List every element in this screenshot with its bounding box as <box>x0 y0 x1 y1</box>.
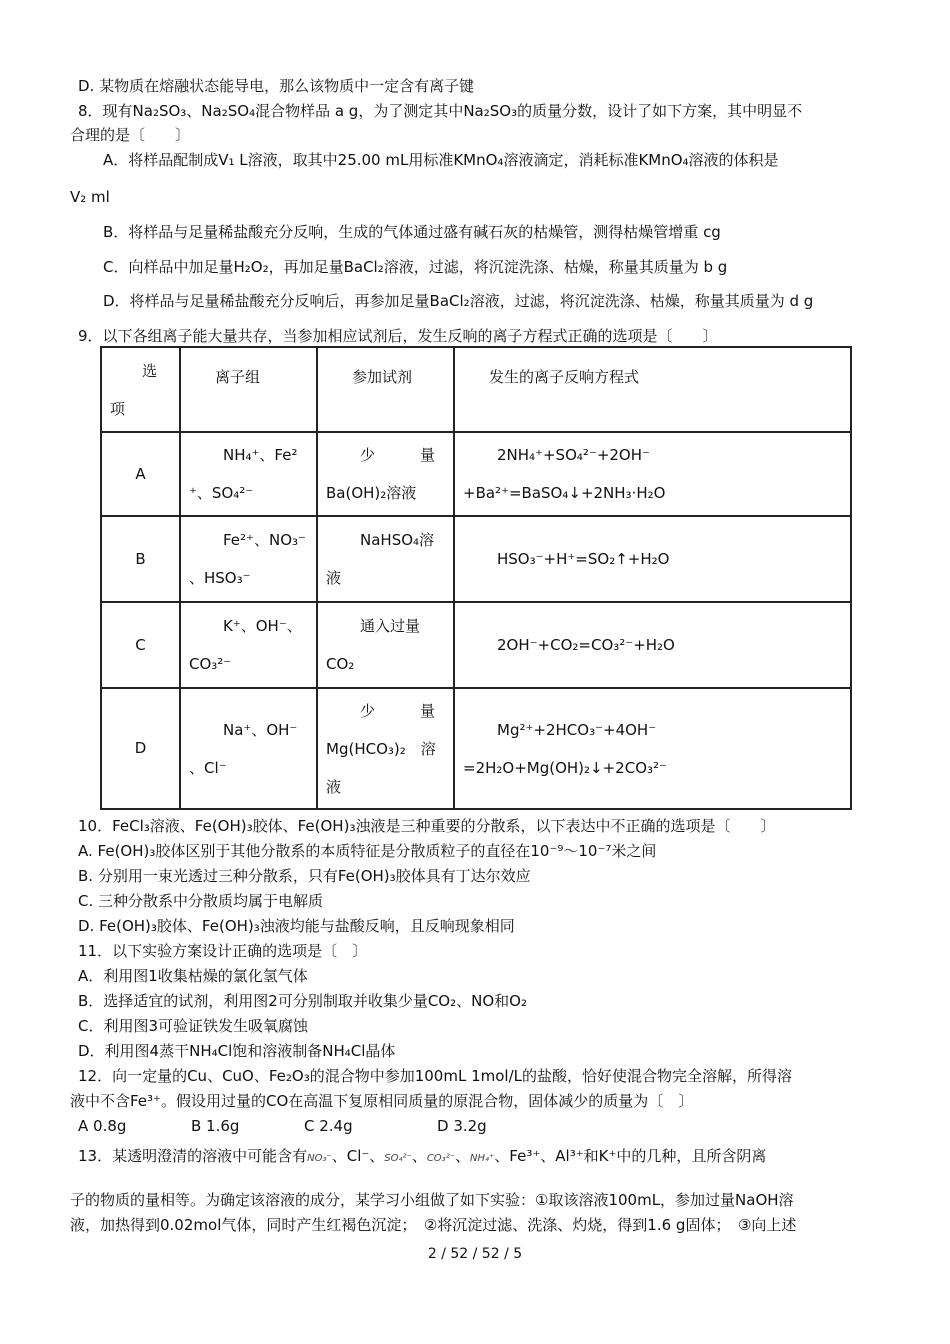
row-equation: HSO₃⁻+H⁺=SO₂↑+H₂O <box>454 516 851 602</box>
q8-option-c: C．向样品中加足量H₂O₂，再加足量BaCl₂溶液，过滤，将沉淀洗涤、枯燥，称量其质量为 b g <box>103 258 728 276</box>
q13-stem-end: 、Fe³⁺、Al³⁺和K⁺中的几种，且所含阴离 <box>494 1147 767 1165</box>
row-ions <box>180 516 317 602</box>
q8-stem-cont: 合理的是〔 〕 <box>70 126 191 144</box>
q13-sep-2: 、 <box>411 1147 427 1165</box>
header-reagent: 参加试剂 <box>317 347 454 432</box>
q10-option-d: D. Fe(OH)₃胶体、Fe(OH)₃浊液均能与盐酸反响，且反响现象相同 <box>78 917 515 935</box>
q12-option-d: D 3.2g <box>437 1117 487 1135</box>
q13-stem-line3: 液，加热得到0.02mol气体，同时产生红褐色沉淀； ②将沉淀过滤、洗涤、灼烧，得到1.6 g固体； ③向上述 <box>70 1216 797 1234</box>
row-reagent <box>317 432 454 516</box>
q11-option-b: B．选择适宜的试剂，利用图2可分别制取并收集少量CO₂、NO和O₂ <box>78 992 527 1010</box>
row-ions-line2: ⁺、SO₄²⁻ <box>189 484 254 502</box>
row-ions-line1: Fe²⁺、NO₃⁻ <box>223 531 306 549</box>
q13-stem-line2: 子的物质的量相等。为确定该溶液的成分，某学习小组做了如下实验：①取该溶液100mL，参加过量NaOH溶 <box>70 1191 794 1209</box>
table-row <box>101 688 851 809</box>
row-ions-line2: 、HSO₃⁻ <box>189 569 251 587</box>
q10-stem: 10．FeCl₃溶液、Fe(OH)₃胶体、Fe(OH)₃浊液是三种重要的分散系，以下表达中不正确的选项是〔 〕 <box>78 817 776 835</box>
row-ions-line1: NH₄⁺、Fe² <box>223 446 298 464</box>
row-option: D <box>101 688 180 809</box>
row-reagent <box>317 602 454 688</box>
q8-option-a-cont: V₂ ml <box>70 188 110 206</box>
row-equation-line2: =2H₂O+Mg(OH)₂↓+2CO₃²⁻ <box>463 758 667 777</box>
q8-stem: 8．现有Na₂SO₃、Na₂SO₄混合物样品 a g，为了测定其中Na₂SO₃的质量分数，设计了如下方案，其中明显不 <box>78 102 803 120</box>
q8-option-b: B．将样品与足量稀盐酸充分反响，生成的气体通过盛有碱石灰的枯燥管，测得枯燥管增重 cg <box>103 223 721 241</box>
table-row <box>101 516 851 602</box>
row-reagent-line2: CO₂ <box>326 655 355 673</box>
table-header-row <box>101 347 851 432</box>
row-reagent-line2: 液 <box>326 569 342 587</box>
row-reagent-line3: 液 <box>326 777 342 796</box>
row-ions-line2: 、Cl⁻ <box>189 758 227 777</box>
row-reagent-line1: 少 量 <box>360 701 436 720</box>
row-equation-line1: Mg²⁺+2HCO₃⁻+4OH⁻ <box>497 720 657 739</box>
row-reagent <box>317 516 454 602</box>
q12-option-c: C 2.4g <box>304 1117 353 1135</box>
row-ions <box>180 602 317 688</box>
ion-ammonium: NH₄⁺ <box>470 1153 495 1164</box>
row-equation-line1: 2NH₄⁺+SO₄²⁻+2OH⁻ <box>497 446 650 464</box>
q8-option-d: D．将样品与足量稀盐酸充分反响后，再参加足量BaCl₂溶液，过滤，将沉淀洗涤、枯燥，称量其质量为 d g <box>103 292 814 310</box>
q12-option-b: B 1.6g <box>191 1117 240 1135</box>
row-ions <box>180 432 317 516</box>
q12-stem: 12．向一定量的Cu、CuO、Fe₂O₃的混合物中参加100mL 1mol/L的盐酸，恰好使混合物完全溶解，所得溶 <box>78 1067 793 1085</box>
q7-option-d: D. 某物质在熔融状态能导电，那么该物质中一定含有离子键 <box>78 77 475 95</box>
row-equation <box>454 688 851 809</box>
q13-sep-1: 、Cl⁻、 <box>331 1147 385 1165</box>
q9-table <box>100 346 852 810</box>
ion-sulfate: SO₄²⁻ <box>384 1153 412 1164</box>
q11-option-a: A．利用图1收集枯燥的氯化氢气体 <box>78 967 308 985</box>
row-ions-line1: K⁺、OH⁻、 <box>223 617 302 635</box>
row-ions-line1: Na⁺、OH⁻ <box>223 720 298 739</box>
row-ions <box>180 688 317 809</box>
header-equation: 发生的离子反响方程式 <box>454 347 851 432</box>
row-option: A <box>101 432 180 516</box>
row-reagent <box>317 688 454 809</box>
table-row <box>101 602 851 688</box>
row-reagent-line1: 通入过量 <box>360 617 421 635</box>
header-option <box>101 347 180 432</box>
q11-option-d: D．利用图4蒸干NH₄Cl饱和溶液制备NH₄Cl晶体 <box>78 1042 396 1060</box>
header-option-1: 选 <box>142 361 158 380</box>
q12-stem-cont: 液中不含Fe³⁺。假设用过量的CO在高温下复原相同质量的原混合物，固体减少的质量为〔 〕 <box>70 1092 694 1110</box>
row-ions-line2: CO₃²⁻ <box>189 655 232 673</box>
q12-option-a: A 0.8g <box>78 1117 127 1135</box>
q9-stem: 9．以下各组离子能大量共存，当参加相应试剂后，发生反响的离子方程式正确的选项是〔 〕 <box>78 327 718 345</box>
row-equation <box>454 432 851 516</box>
q10-option-a: A. Fe(OH)₃胶体区别于其他分散系的本质特征是分散质粒子的直径在10⁻⁹～10⁻⁷米之间 <box>78 842 657 860</box>
row-option: B <box>101 516 180 602</box>
row-equation-line2: +Ba²⁺=BaSO₄↓+2NH₃·H₂O <box>463 484 666 502</box>
q8-option-a: A．将样品配制成V₁ L溶液，取其中25.00 mL用标准KMnO₄溶液滴定，消耗标准KMnO₄溶液的体积是 <box>103 151 779 169</box>
table-row <box>101 432 851 516</box>
row-reagent-line2: Ba(OH)₂溶液 <box>326 484 417 502</box>
row-reagent-line2: Mg(HCO₃)₂ 溶 <box>326 739 436 758</box>
q13-sep-3: 、 <box>454 1147 470 1165</box>
page-number: 2 / 52 / 52 / 5 <box>427 1246 523 1262</box>
q10-option-b: B. 分别用一束光透过三种分散系，只有Fe(OH)₃胶体具有丁达尔效应 <box>78 867 531 885</box>
ion-carbonate: CO₃²⁻ <box>426 1153 455 1164</box>
header-option-2: 项 <box>110 399 126 418</box>
row-reagent-line1: 少 量 <box>360 446 436 464</box>
header-ions: 离子组 <box>180 347 317 432</box>
q11-option-c: C．利用图3可验证铁发生吸氧腐蚀 <box>78 1017 309 1035</box>
row-option: C <box>101 602 180 688</box>
q10-option-c: C. 三种分散系中分散质均属于电解质 <box>78 892 324 910</box>
ion-nitrate: NO₃⁻ <box>307 1153 332 1164</box>
q11-stem: 11．以下实验方案设计正确的选项是〔 〕 <box>78 942 368 960</box>
q13-stem-start: 13．某透明澄清的溶液中可能含有 <box>78 1147 308 1165</box>
row-equation: 2OH⁻+CO₂=CO₃²⁻+H₂O <box>454 602 851 688</box>
row-reagent-line1: NaHSO₄溶 <box>360 531 435 549</box>
q13-stem-line1 <box>78 1146 766 1166</box>
